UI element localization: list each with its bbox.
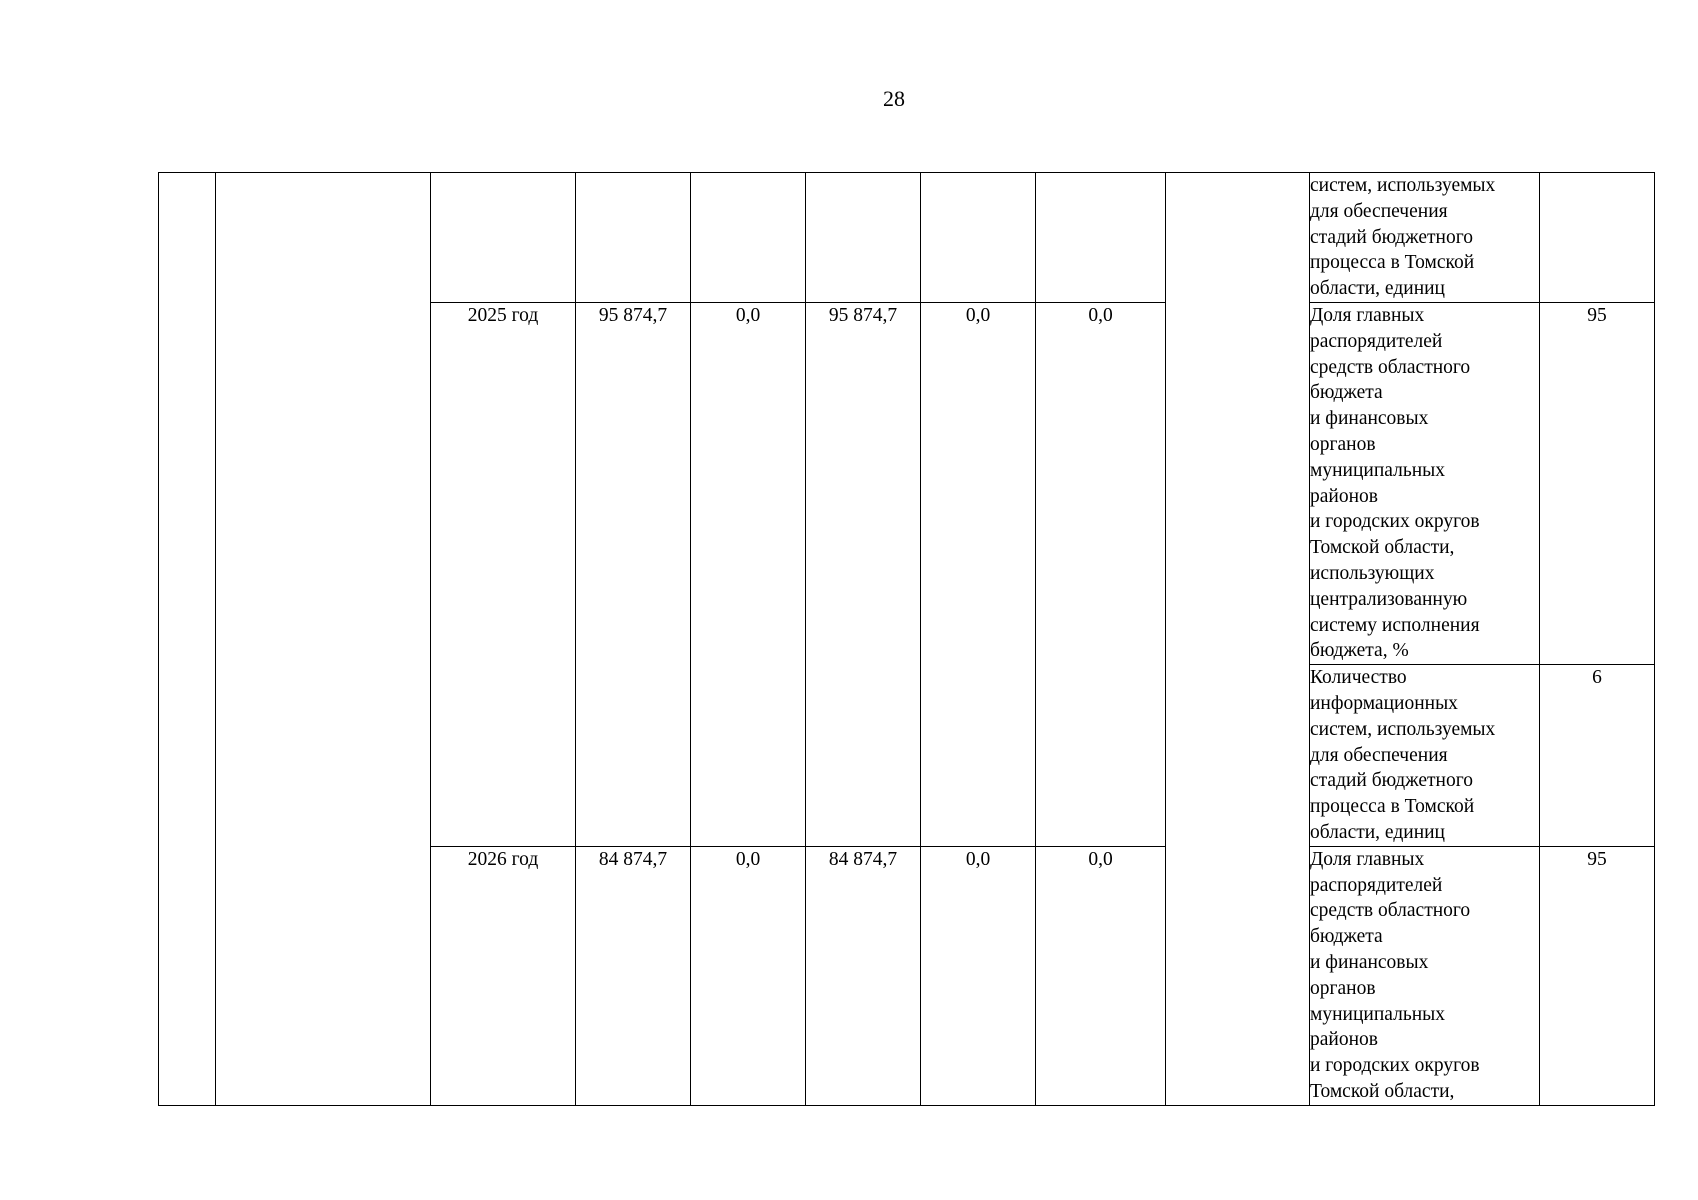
year-cell <box>431 173 576 303</box>
total-cell <box>576 173 691 303</box>
number-cell <box>159 173 216 1106</box>
event-name-cell <box>216 173 431 1106</box>
indicator-line: Доля главных <box>1310 848 1425 870</box>
federal-cell <box>691 173 806 303</box>
other-cell: 0,0 <box>1036 302 1166 846</box>
total-cell: 84 874,7 <box>576 846 691 1105</box>
indicator-line: информационных <box>1310 692 1458 714</box>
indicator-line: Количество <box>1310 667 1407 689</box>
indicator-line: Томской области, <box>1310 1080 1455 1102</box>
indicator-line: области, единиц <box>1310 821 1445 843</box>
indicator-line: централизованную <box>1310 588 1468 610</box>
indicator-line: районов <box>1310 1029 1378 1051</box>
indicator-line: средств областного <box>1310 900 1471 922</box>
indicator-line: бюджета, % <box>1310 640 1409 662</box>
indicator-line: процесса в Томской <box>1310 252 1475 274</box>
indicator-value-cell <box>1540 173 1655 303</box>
page-number: 28 <box>883 86 905 111</box>
indicator-value-cell: 95 <box>1540 302 1655 664</box>
other-cell: 0,0 <box>1036 846 1166 1105</box>
federal-cell: 0,0 <box>691 846 806 1105</box>
year-cell: 2026 год <box>431 846 576 1105</box>
regional-cell: 84 874,7 <box>806 846 921 1105</box>
indicator-line: и городских округов <box>1310 1055 1480 1077</box>
indicator-cell <box>1310 846 1540 1105</box>
regional-cell <box>806 173 921 303</box>
indicator-line: бюджета <box>1310 926 1383 948</box>
indicator-value-cell: 95 <box>1540 846 1655 1105</box>
indicator-line: систем, используемых <box>1310 175 1496 196</box>
other-cell <box>1036 173 1166 303</box>
indicator-line: органов <box>1310 977 1376 999</box>
federal-cell: 0,0 <box>691 302 806 846</box>
total-cell: 95 874,7 <box>576 302 691 846</box>
indicator-line: муниципальных <box>1310 459 1446 481</box>
indicator-line: бюджета <box>1310 382 1383 404</box>
indicator-cell <box>1310 665 1540 847</box>
indicator-line: муниципальных <box>1310 1003 1446 1025</box>
indicator-line: средств областного <box>1310 356 1471 378</box>
year-cell: 2025 год <box>431 302 576 846</box>
regional-cell: 95 874,7 <box>806 302 921 846</box>
indicator-line: распорядителей <box>1310 874 1443 896</box>
indicator-line: для обеспечения <box>1310 744 1448 766</box>
local-cell: 0,0 <box>921 846 1036 1105</box>
local-cell <box>921 173 1036 303</box>
indicator-line: процесса в Томской <box>1310 796 1475 818</box>
indicator-value-cell: 6 <box>1540 665 1655 847</box>
indicator-line: для обеспечения <box>1310 200 1448 222</box>
table-row <box>159 173 1655 303</box>
indicator-line: районов <box>1310 485 1378 507</box>
indicator-line: систем, используемых <box>1310 718 1496 740</box>
indicator-cell <box>1310 302 1540 664</box>
indicator-line: Томской области, <box>1310 537 1455 559</box>
indicator-line: использующих <box>1310 562 1435 584</box>
indicator-cell <box>1310 173 1540 303</box>
executor-cell <box>1166 173 1310 1106</box>
indicator-line: стадий бюджетного <box>1310 226 1473 248</box>
indicator-line: и финансовых <box>1310 408 1429 430</box>
indicator-line: и городских округов <box>1310 511 1480 533</box>
indicator-line: Доля главных <box>1310 304 1425 326</box>
indicator-line: систему исполнения <box>1310 614 1480 636</box>
indicator-line: распорядителей <box>1310 330 1443 352</box>
indicator-line: органов <box>1310 433 1376 455</box>
budget-table <box>158 172 1655 1106</box>
indicator-line: области, единиц <box>1310 278 1445 300</box>
indicator-line: стадий бюджетного <box>1310 770 1473 792</box>
local-cell: 0,0 <box>921 302 1036 846</box>
indicator-line: и финансовых <box>1310 951 1429 973</box>
